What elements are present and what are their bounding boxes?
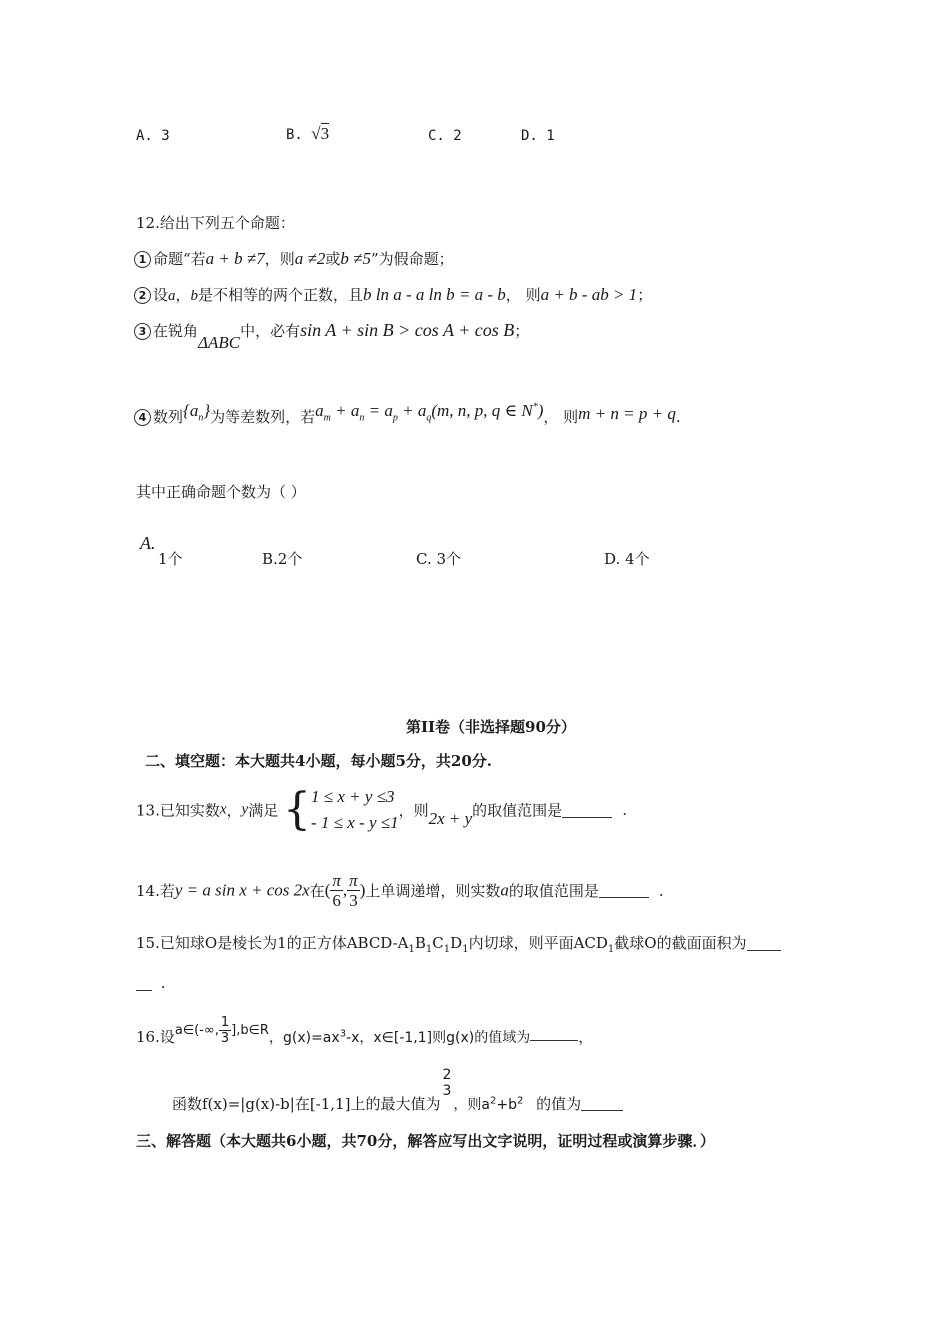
superscript: 2 (516, 1095, 524, 1107)
math: b ln a - a ln b = a - b (363, 285, 506, 304)
q12-stem: 12.给出下列五个命题： (136, 214, 295, 232)
math: ΔABC (198, 333, 241, 352)
q16-body (269, 1030, 530, 1046)
text: . (675, 408, 681, 426)
numerator: π (332, 871, 341, 890)
text: -x，x∈[-1,1]则g(x)的值域为 (346, 1030, 531, 1046)
text: 16.设 (136, 1028, 175, 1046)
math: 2x + y (428, 809, 473, 828)
answer-blank[interactable] (581, 1096, 623, 1111)
superscript: * (532, 401, 538, 413)
part2-title: 第II卷（非选择题90分） (406, 718, 576, 736)
text: ， 则 (505, 286, 541, 304)
text: 上单调递增，则实数 (365, 882, 501, 900)
subscript: n (359, 412, 365, 424)
subscript: n (198, 412, 204, 424)
math: sin A + sin B > cos A + cos B (300, 320, 515, 340)
fraction (219, 1016, 231, 1045)
circled-number-2: 2 (134, 287, 151, 304)
text: 为等差数列，若 (210, 408, 316, 426)
text: . (658, 881, 664, 900)
denominator: 6 (332, 891, 341, 910)
math-part: a∈(-∞, (174, 1023, 219, 1038)
q12-proposition-4 (134, 401, 681, 429)
superscript: 2 (489, 1095, 497, 1107)
math (315, 401, 544, 424)
math (183, 401, 211, 424)
math: ) (359, 880, 366, 900)
text: 中，必有 (240, 322, 301, 340)
subscript: 1 (408, 944, 415, 955)
left-brace: { (283, 784, 312, 835)
math: a (168, 288, 176, 304)
text: 或 (325, 250, 341, 268)
math: , (342, 880, 348, 900)
text: 在锐角 (153, 322, 199, 340)
denominator: 3 (442, 1083, 452, 1099)
circled-number-3: 3 (134, 323, 151, 340)
text: . (622, 801, 627, 819)
subscript: 1 (607, 944, 615, 955)
math-part: ) (537, 401, 544, 420)
q11-option-d: D. 1 (521, 128, 555, 144)
numerator: 1 (220, 1015, 230, 1030)
q16-line2-body (172, 1095, 440, 1113)
math-part: a (315, 401, 324, 420)
circled-number-1: 1 (134, 251, 151, 268)
subscript: 1 (462, 944, 469, 955)
q12-option-b: B.2个 (262, 550, 303, 568)
q16-line2-tail (453, 1097, 581, 1113)
math: a + b - ab > 1 (540, 285, 638, 304)
denominator: 3 (349, 891, 358, 910)
q14 (136, 872, 664, 909)
inequality-system (311, 784, 399, 836)
numerator: π (349, 871, 358, 890)
text: 满足 (248, 801, 279, 820)
text: 命题“若 (153, 250, 206, 268)
q11-option-c: C. 2 (428, 128, 462, 144)
text: ； (637, 286, 653, 304)
math-part: + a (397, 401, 427, 420)
text: 14.若 (136, 882, 175, 900)
q12-option-d: D. 4个 (604, 550, 650, 568)
text: ，则 (264, 250, 295, 268)
q12-option-c: C. 3个 (416, 550, 462, 568)
text: 在 (309, 882, 325, 900)
math: a + b ≠7 (205, 249, 265, 268)
subscript: q (426, 412, 432, 424)
text: . (160, 974, 166, 992)
text: 13.已知实数 (136, 801, 220, 820)
text: ， (578, 1028, 594, 1046)
subscript: 1 (425, 944, 433, 955)
sqrt-radicand: 3 (320, 124, 330, 143)
system-row: 1 ≤ x + y ≤3 (311, 787, 395, 806)
text: 的值为 (531, 1095, 582, 1113)
text: 是不相等的两个正数，且 (198, 286, 364, 304)
math: x (219, 801, 227, 818)
text: 的取值范围是 (472, 801, 563, 820)
text: 函数f(x)=|g(x)-b|在[-1,1]上的最大值为 (172, 1095, 441, 1113)
text: ， (226, 801, 242, 820)
q12-question: 其中正确命题个数为（ ） (136, 483, 306, 501)
text: 15.已知球O是棱长为1的正方体ABCD-A (136, 934, 409, 952)
section-solutions-heading: 三、解答题（本大题共6小题，共70分，解答应写出文字说明，证明过程或演算步骤．） (136, 1132, 715, 1150)
math: b ≠5 (340, 249, 371, 268)
math: ( (324, 880, 331, 900)
q12-proposition-2 (134, 284, 652, 305)
text: ， 则 (543, 408, 579, 426)
text: ，则 (398, 801, 429, 820)
text: ，g(x)=ax (268, 1030, 340, 1046)
superscript: 3 (339, 1028, 347, 1040)
text: 设 (153, 286, 169, 304)
text: ，则a (453, 1097, 490, 1113)
q11-option-a: A. 3 (136, 128, 170, 144)
math-part: + a (330, 401, 360, 420)
math: y (241, 801, 249, 818)
text: ， (175, 286, 191, 304)
text: 内切球，则平面ACD (468, 934, 608, 952)
text: B (414, 934, 426, 952)
text: 截球O的截面面积为 (614, 934, 747, 952)
math: m + n = p + q (578, 404, 676, 423)
subscript: p (392, 412, 398, 424)
fraction (440, 1068, 453, 1098)
text: +b (496, 1097, 517, 1113)
text: D (450, 934, 463, 952)
text: 数列 (153, 408, 184, 426)
sqrt-symbol: √ (311, 124, 321, 143)
fraction (347, 872, 360, 909)
denominator: 3 (220, 1031, 230, 1046)
answer-blank[interactable] (747, 936, 781, 951)
fraction (330, 872, 343, 909)
condition (174, 1015, 269, 1046)
math-part: {a (183, 401, 199, 420)
q16 (136, 1016, 593, 1047)
subscript: 1 (443, 944, 451, 955)
answer-blank[interactable] (562, 803, 612, 818)
q13 (136, 784, 627, 836)
q16-line2 (172, 1068, 623, 1114)
q12-proposition-1 (134, 248, 454, 269)
math: a (500, 880, 509, 900)
math-part: = a (364, 401, 393, 420)
answer-blank-continued[interactable] (136, 976, 152, 991)
answer-blank[interactable] (599, 883, 649, 898)
math: b (190, 288, 199, 304)
q11-option-b (286, 124, 329, 144)
math: y = a sin x + cos 2x (174, 880, 310, 900)
circled-number-4: 4 (134, 409, 151, 426)
text: ”为假命题； (370, 250, 454, 268)
q12-option-a-letter: A. (140, 533, 156, 553)
text: 的取值范围是 (508, 882, 599, 900)
system-row: - 1 ≤ x - y ≤1 (311, 813, 399, 832)
q12-option-a: 1个 (158, 550, 183, 568)
text: C (432, 934, 444, 952)
answer-blank[interactable] (530, 1026, 578, 1041)
q11-option-b-label: B. (286, 127, 303, 143)
q15 (136, 932, 781, 955)
section-fill-in-heading: 二、填空题：本大题共4小题，每小题5分，共20分. (145, 752, 492, 770)
numerator: 2 (442, 1067, 452, 1083)
subscript: m (323, 412, 331, 424)
text: ； (514, 322, 530, 340)
q15-continued (136, 974, 166, 992)
math: a ≠2 (294, 249, 326, 268)
q12-proposition-3 (134, 320, 530, 352)
math-part: } (203, 401, 211, 420)
math-part: (m, n, p, q ∈ N (431, 401, 533, 420)
math-part: ],b∈R (231, 1023, 269, 1038)
